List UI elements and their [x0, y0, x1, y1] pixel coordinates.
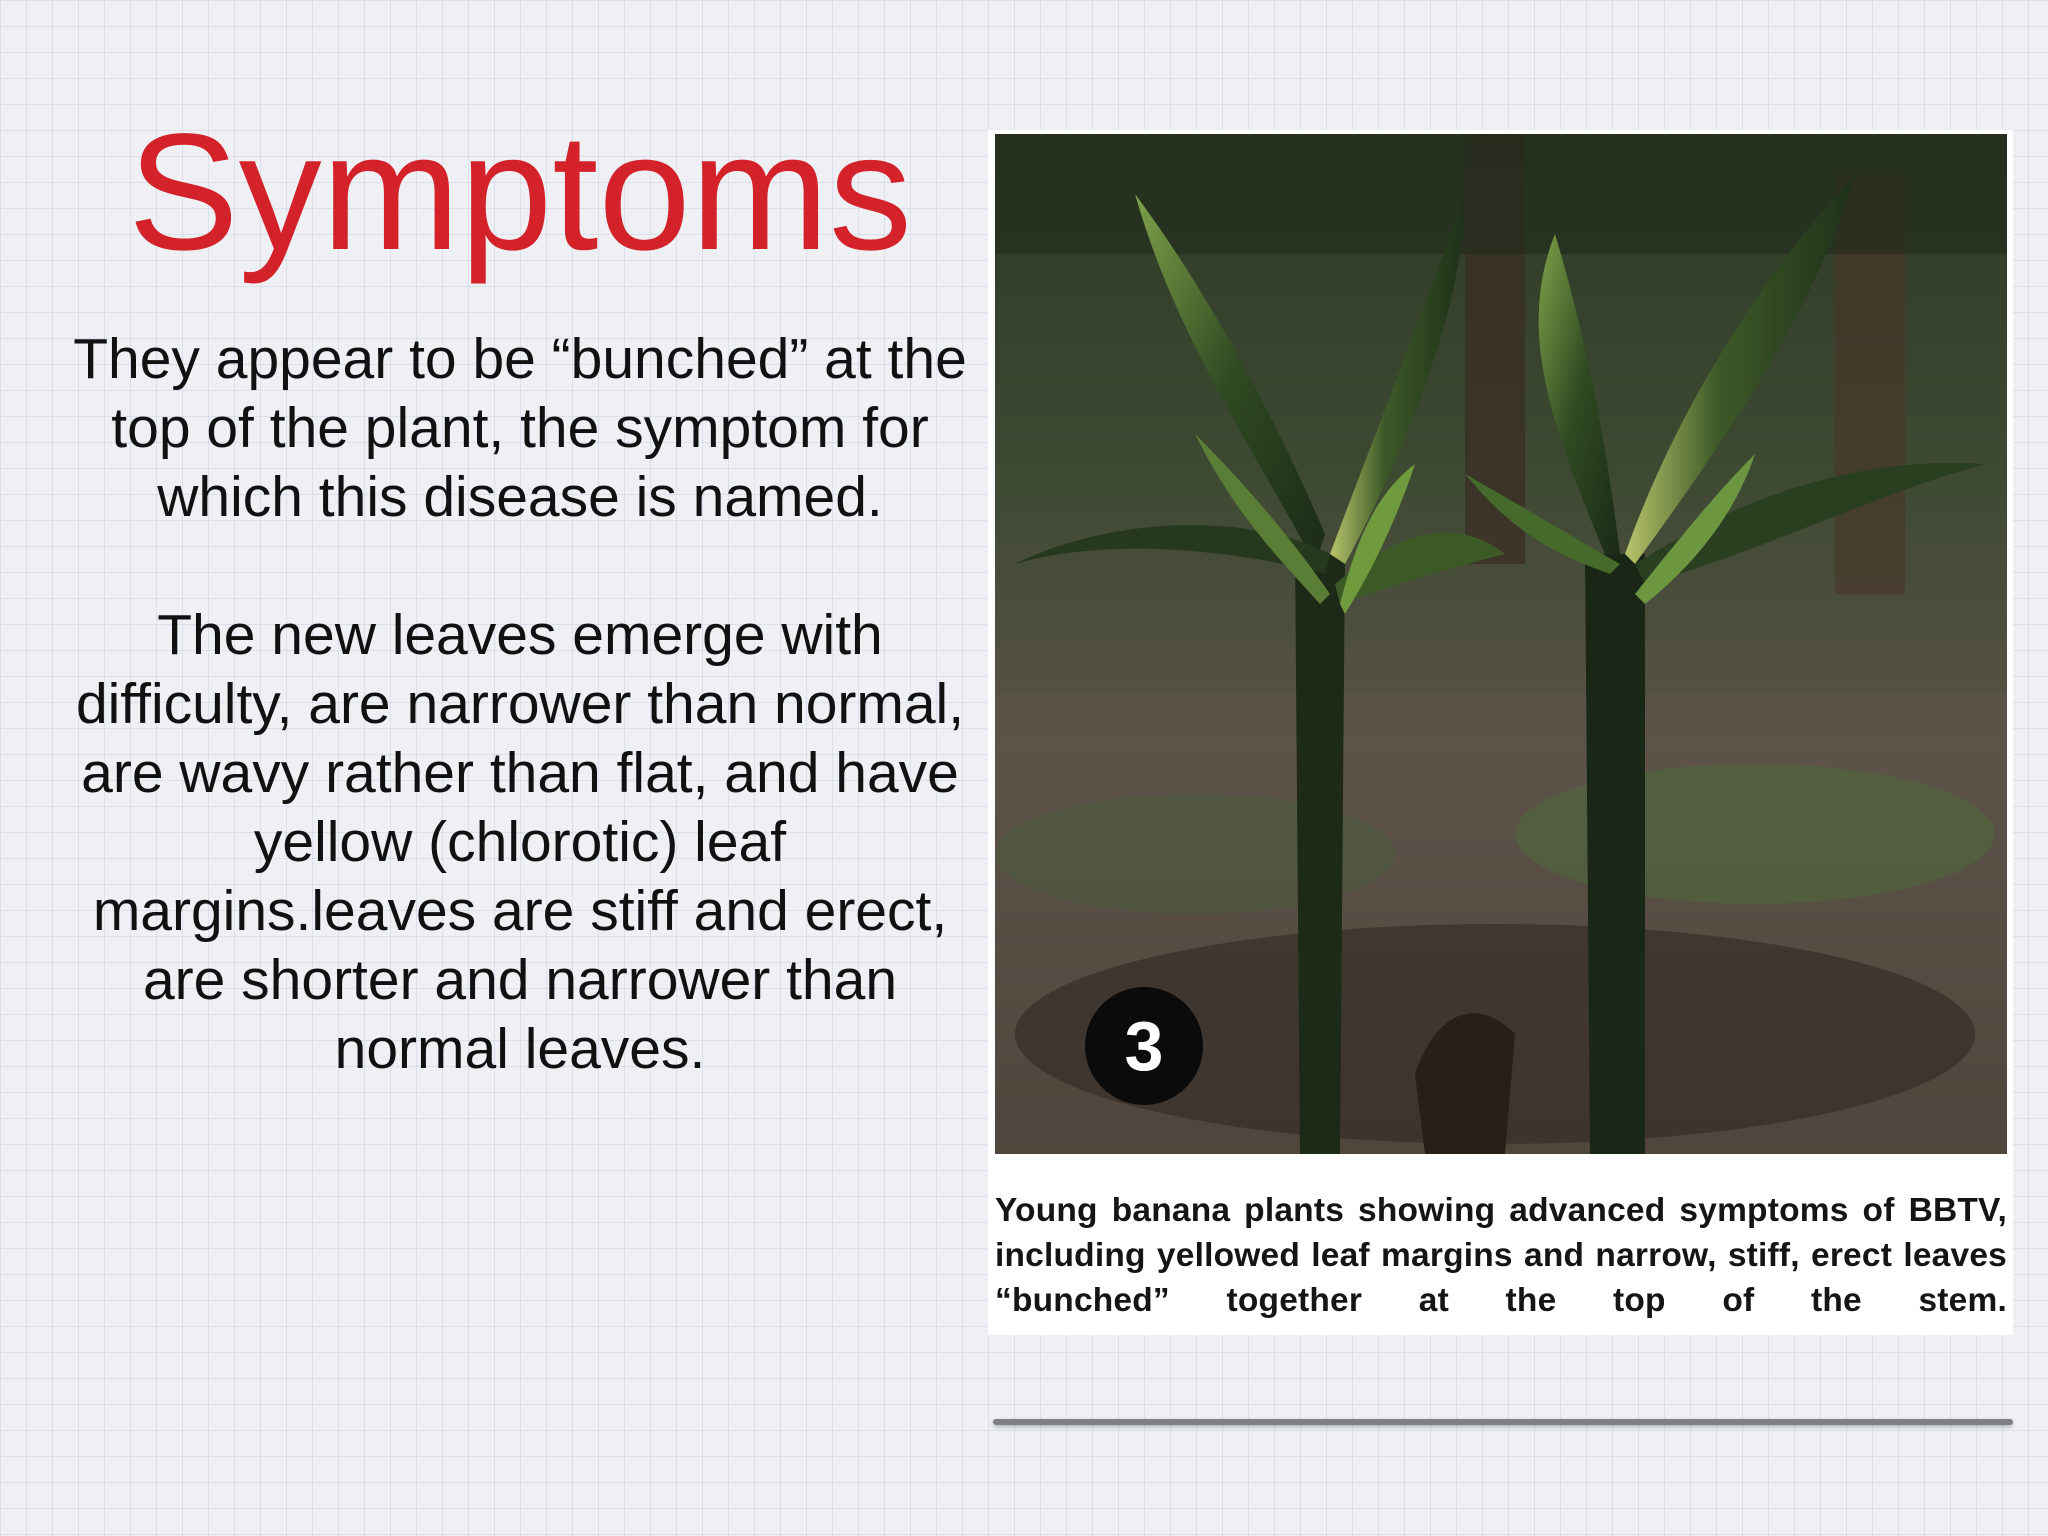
figure-caption: Young banana plants showing advanced symptoms of BBTV, including yellowed leaf margins and narrow, stiff, erect leaves “bunched” together at the top of the stem. [995, 1192, 2007, 1319]
body-paragraph-2: The new leaves emerge with difficulty, are narrower than normal, are wavy rather than flat, and have yellow (chlorotic) leaf margins.leaves are stiff and erect, are shorter and narrower than normal leaves. [75, 603, 965, 1081]
slide-body [60, 325, 980, 1084]
divider-line [993, 1419, 2013, 1425]
figure [988, 130, 2013, 1335]
banana-plants-photo [995, 134, 2007, 1154]
body-paragraph-1: They appear to be “bunched” at the top of the plant, the symptom for which this disease is named. [73, 327, 967, 529]
figure-number-badge: 3 [1085, 987, 1203, 1105]
slide-title: Symptoms [127, 100, 913, 285]
